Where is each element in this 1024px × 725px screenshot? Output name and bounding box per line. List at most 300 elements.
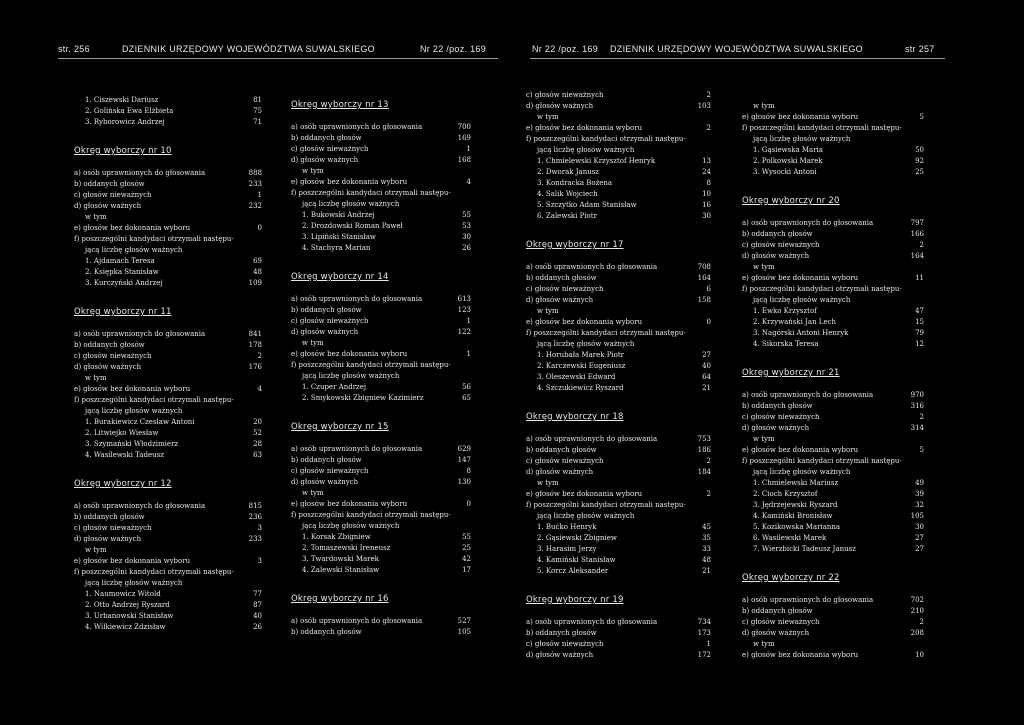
result-value: 172: [697, 651, 711, 659]
candidate-votes: 109: [248, 279, 262, 287]
result-value: 734: [697, 618, 711, 626]
candidate-votes: 92: [915, 157, 924, 165]
left-header-rule: [58, 58, 498, 59]
result-label: w tym: [537, 113, 559, 121]
candidate-name: 1. Ciszewski Dariusz: [85, 96, 159, 104]
result-row: [291, 371, 471, 382]
result-label: c) głosów nieważnych: [291, 317, 369, 325]
candidate-name: 3. Oleszewski Edward: [537, 373, 616, 381]
result-row: [74, 534, 262, 545]
result-label: f) poszczególni kandydaci otrzymali następu-: [74, 568, 234, 576]
right-header-rule: [530, 58, 945, 59]
result-label: a) osób uprawnionych do głosowania: [526, 618, 658, 626]
result-row: [291, 133, 471, 144]
result-row: [291, 466, 471, 477]
district-heading: Okręg wyborczy nr 20: [742, 196, 840, 206]
candidate-name: 3. Ryborowicz Andrzej: [85, 118, 165, 126]
candidate-votes: 40: [253, 612, 262, 620]
candidate-votes: 25: [915, 168, 924, 176]
candidate-name: 2. Drozdowski Roman Paweł: [302, 222, 403, 230]
result-label: jącą liczbę głosów ważnych: [537, 512, 635, 520]
result-row: [291, 122, 471, 133]
candidate-votes: 50: [915, 146, 924, 154]
result-row: [291, 499, 471, 510]
result-label: e) głosów bez dokonania wyboru: [74, 224, 191, 232]
result-value: 232: [248, 202, 262, 210]
result-row: [74, 212, 262, 223]
result-label: b) oddanych głosów: [742, 607, 813, 615]
candidate-votes: 55: [462, 211, 471, 219]
result-value: 168: [457, 156, 471, 164]
result-label: e) głosów bez dokonania wyboru: [742, 446, 859, 454]
candidate-name: 1. Bukowski Andrzej: [302, 211, 375, 219]
candidate-name: 2. Księpka Stanisław: [85, 268, 159, 276]
spacer: [74, 84, 262, 95]
candidate-row: [74, 95, 262, 106]
district-heading: Okręg wyborczy nr 13: [291, 100, 389, 110]
candidate-name: 4. Kamiński Bronisław: [753, 512, 833, 520]
result-row: [291, 155, 471, 166]
result-label: c) głosów nieważnych: [742, 241, 820, 249]
result-label: b) oddanych głosów: [526, 446, 597, 454]
result-label: b) oddanych głosów: [526, 274, 597, 282]
result-value: 164: [697, 274, 711, 282]
candidate-row: [74, 611, 262, 622]
candidate-votes: 48: [253, 268, 262, 276]
result-row: [74, 190, 262, 201]
result-label: e) głosów bez dokonania wyboru: [742, 651, 859, 659]
candidate-row: [74, 417, 262, 428]
candidate-votes: 27: [915, 534, 924, 542]
candidate-votes: 56: [462, 383, 471, 391]
result-label: w tym: [85, 374, 107, 382]
candidate-votes: 27: [702, 351, 711, 359]
result-row: [742, 628, 924, 639]
result-row: [526, 628, 711, 639]
candidate-row: [291, 532, 471, 543]
result-label: a) osób uprawnionych do głosowania: [291, 123, 423, 131]
result-label: jącą liczbę głosów ważnych: [302, 522, 400, 530]
candidate-row: [742, 317, 924, 328]
district-heading: Okręg wyborczy nr 17: [526, 240, 624, 250]
candidate-row: [74, 117, 262, 128]
candidate-row: [742, 489, 924, 500]
result-label: w tym: [302, 339, 324, 347]
district-heading: Okręg wyborczy nr 12: [74, 479, 172, 489]
result-row: [291, 477, 471, 488]
candidate-name: 3. Lipiński Stanisław: [302, 233, 376, 241]
result-row: [526, 284, 711, 295]
candidate-row: [742, 306, 924, 317]
candidate-name: 3. Wysocki Antoni: [753, 168, 817, 176]
result-row: [742, 240, 924, 251]
candidate-name: 1. Naumowicz Witold: [85, 590, 161, 598]
result-label: d) głosów ważnych: [74, 363, 142, 371]
candidate-name: 4. Stachyra Marian: [302, 244, 371, 252]
candidate-votes: 55: [462, 533, 471, 541]
result-value: 3: [257, 557, 262, 565]
result-row: [526, 317, 711, 328]
result-row: [526, 489, 711, 500]
candidate-votes: 87: [253, 601, 262, 609]
result-row: [526, 134, 711, 145]
candidate-name: 3. Urbanowski Stanisław: [85, 612, 174, 620]
result-label: f) poszczególni kandydaci otrzymali następu-: [74, 235, 234, 243]
result-value: 1: [466, 350, 471, 358]
result-label: b) oddanych głosów: [291, 628, 362, 636]
candidate-row: [74, 267, 262, 278]
candidate-votes: 105: [910, 512, 924, 520]
candidate-row: [74, 589, 262, 600]
candidate-row: [74, 439, 262, 450]
candidate-name: 2. Litwiejko Wiesław: [85, 429, 159, 437]
result-row: [291, 488, 471, 499]
result-value: 700: [457, 123, 471, 131]
result-row: [742, 134, 924, 145]
result-row: [291, 166, 471, 177]
district-heading: Okręg wyborczy nr 16: [291, 594, 389, 604]
candidate-row: [74, 450, 262, 461]
result-value: 629: [457, 445, 471, 453]
candidate-votes: 24: [702, 168, 711, 176]
result-row: [74, 168, 262, 179]
candidate-name: 4. Wilkiewicz Zdzisław: [85, 623, 166, 631]
result-value: 166: [910, 230, 924, 238]
result-row: [74, 351, 262, 362]
result-label: a) osób uprawnionych do głosowania: [742, 219, 874, 227]
candidate-name: 7. Wierzbicki Tadeusz Janusz: [753, 545, 856, 553]
result-row: [526, 511, 711, 522]
district-heading: Okręg wyborczy nr 10: [74, 146, 172, 156]
candidate-name: 2. Krzywański Jan Lech: [753, 318, 837, 326]
result-row: [526, 306, 711, 317]
result-row: [526, 467, 711, 478]
candidate-row: [74, 622, 262, 633]
candidate-votes: 71: [253, 118, 262, 126]
result-row: [291, 338, 471, 349]
candidate-row: [291, 382, 471, 393]
result-label: f) poszczególni kandydaci otrzymali następu-: [526, 329, 686, 337]
result-value: 316: [910, 402, 924, 410]
spacer: [742, 90, 924, 101]
result-row: [291, 316, 471, 327]
result-label: jącą liczbę głosów ważnych: [537, 340, 635, 348]
result-label: w tym: [85, 546, 107, 554]
result-row: [74, 340, 262, 351]
result-row: [742, 112, 924, 123]
district-heading: Okręg wyborczy nr 18: [526, 412, 624, 422]
candidate-row: [291, 565, 471, 576]
result-label: w tym: [302, 489, 324, 497]
column-1: [74, 84, 262, 633]
candidate-row: [291, 554, 471, 565]
candidate-row: [526, 555, 711, 566]
result-row: [742, 595, 924, 606]
candidate-row: [742, 145, 924, 156]
result-label: e) głosów bez dokonania wyboru: [526, 318, 643, 326]
result-value: 169: [457, 134, 471, 142]
result-label: d) głosów ważnych: [291, 156, 359, 164]
result-row: [742, 412, 924, 423]
result-value: 2: [706, 124, 711, 132]
result-row: [74, 234, 262, 245]
result-row: [291, 144, 471, 155]
result-label: jącą liczbę głosów ważnych: [753, 296, 851, 304]
result-value: 210: [910, 607, 924, 615]
candidate-votes: 26: [253, 623, 262, 631]
right-journal-title: DZIENNIK URZĘDOWY WOJEWÓDZTWA SUWALSKIEGO: [610, 44, 863, 54]
column-4: [742, 90, 924, 661]
candidate-votes: 81: [253, 96, 262, 104]
result-row: [74, 578, 262, 589]
candidate-row: [742, 167, 924, 178]
result-row: [291, 455, 471, 466]
result-value: 164: [910, 252, 924, 260]
candidate-votes: 52: [253, 429, 262, 437]
result-label: b) oddanych głosów: [291, 456, 362, 464]
result-label: c) głosów nieważnych: [74, 524, 152, 532]
result-label: b) oddanych głosów: [291, 306, 362, 314]
result-label: b) oddanych głosów: [74, 341, 145, 349]
result-row: [526, 328, 711, 339]
result-row: [526, 262, 711, 273]
candidate-row: [291, 543, 471, 554]
result-value: 236: [248, 513, 262, 521]
result-row: [74, 201, 262, 212]
result-row: [291, 199, 471, 210]
candidate-row: [742, 156, 924, 167]
result-label: f) poszczególni kandydaci otrzymali następu-: [742, 285, 902, 293]
result-value: 123: [457, 306, 471, 314]
result-label: w tym: [302, 167, 324, 175]
result-label: f) poszczególni kandydaci otrzymali następu-: [526, 135, 686, 143]
candidate-votes: 8: [706, 179, 711, 187]
result-value: 5: [919, 446, 924, 454]
result-label: c) głosów nieważnych: [742, 413, 820, 421]
result-row: [526, 145, 711, 156]
result-value: 11: [915, 274, 924, 282]
result-row: [742, 390, 924, 401]
candidate-name: 4. Wasilewski Tadeusz: [85, 451, 164, 459]
candidate-votes: 16: [702, 201, 711, 209]
result-label: c) głosów nieważnych: [74, 352, 152, 360]
candidate-votes: 63: [253, 451, 262, 459]
candidate-votes: 30: [915, 523, 924, 531]
result-row: [742, 617, 924, 628]
result-label: f) poszczególni kandydaci otrzymali następu-: [291, 361, 451, 369]
candidate-row: [74, 428, 262, 439]
candidate-name: 4. Zalewski Stanisław: [302, 566, 380, 574]
result-label: d) głosów ważnych: [291, 328, 359, 336]
result-value: 122: [457, 328, 471, 336]
result-value: 8: [466, 467, 471, 475]
result-value: 6: [706, 285, 711, 293]
district-heading: Okręg wyborczy nr 19: [526, 595, 624, 605]
district-heading: Okręg wyborczy nr 11: [74, 307, 172, 317]
candidate-name: 6. Zalewski Piotr: [537, 212, 597, 220]
result-value: 173: [697, 629, 711, 637]
candidate-votes: 25: [462, 544, 471, 552]
result-label: jącą liczbę głosów ważnych: [85, 407, 183, 415]
result-row: [742, 218, 924, 229]
result-value: 314: [910, 424, 924, 432]
result-row: [742, 123, 924, 134]
candidate-name: 2. Smykowski Zbigniew Kazimierz: [302, 394, 424, 402]
candidate-votes: 30: [462, 233, 471, 241]
result-value: 184: [697, 468, 711, 476]
result-row: [74, 545, 262, 556]
candidate-name: 2. Golińska Ewa Elżbieta: [85, 107, 174, 115]
result-row: [526, 295, 711, 306]
candidate-name: 6. Wasilewski Marek: [753, 534, 827, 542]
result-row: [74, 556, 262, 567]
result-label: c) głosów nieważnych: [526, 457, 604, 465]
candidate-name: 3. Kondracka Bożena: [537, 179, 613, 187]
candidate-name: 2. Gąsiewski Zbigniew: [537, 534, 617, 542]
left-issue-ref: Nr 22 /poz. 169: [420, 44, 487, 54]
result-label: jącą liczbę głosów ważnych: [753, 135, 851, 143]
candidate-row: [526, 167, 711, 178]
result-value: 4: [466, 178, 471, 186]
result-row: [526, 273, 711, 284]
candidate-name: 4. Kamiński Stanisław: [537, 556, 616, 564]
candidate-votes: 45: [702, 523, 711, 531]
result-label: e) głosów bez dokonania wyboru: [526, 124, 643, 132]
candidate-name: 1. Horubała Marek Piotr: [537, 351, 625, 359]
result-row: [742, 434, 924, 445]
candidate-votes: 26: [462, 244, 471, 252]
candidate-votes: 15: [915, 318, 924, 326]
candidate-row: [291, 210, 471, 221]
candidate-row: [291, 232, 471, 243]
result-label: a) osób uprawnionych do głosowania: [74, 502, 206, 510]
result-row: [526, 339, 711, 350]
candidate-votes: 13: [702, 157, 711, 165]
result-value: 5: [919, 113, 924, 121]
candidate-votes: 27: [915, 545, 924, 553]
candidate-votes: 47: [915, 307, 924, 315]
candidate-row: [74, 256, 262, 267]
candidate-name: 2. Dworak Janusz: [537, 168, 599, 176]
result-row: [526, 112, 711, 123]
result-label: jącą liczbę głosów ważnych: [302, 372, 400, 380]
result-row: [526, 456, 711, 467]
candidate-name: 1. Korsak Zbigniew: [302, 533, 371, 541]
result-row: [742, 273, 924, 284]
result-value: 208: [910, 629, 924, 637]
result-value: 970: [910, 391, 924, 399]
result-row: [742, 423, 924, 434]
result-row: [74, 395, 262, 406]
result-label: a) osób uprawnionych do głosowania: [291, 617, 423, 625]
result-row: [291, 521, 471, 532]
candidate-votes: 21: [702, 567, 711, 575]
result-value: 178: [248, 341, 262, 349]
candidate-votes: 20: [253, 418, 262, 426]
candidate-row: [526, 544, 711, 555]
candidate-name: 5. Korcz Aleksander: [537, 567, 609, 575]
candidate-row: [526, 178, 711, 189]
result-label: f) poszczególni kandydaci otrzymali następu-: [526, 501, 686, 509]
candidate-name: 3. Szymański Włodzimierz: [85, 440, 179, 448]
result-row: [74, 384, 262, 395]
result-value: 2: [257, 352, 262, 360]
candidate-votes: 28: [253, 440, 262, 448]
right-issue-ref: Nr 22 /poz. 169: [532, 44, 599, 54]
result-row: [74, 512, 262, 523]
result-row: [742, 295, 924, 306]
candidate-row: [291, 221, 471, 232]
candidate-name: 1. Burakiewicz Czesław Antoni: [85, 418, 195, 426]
column-3: [526, 90, 711, 661]
candidate-votes: 30: [702, 212, 711, 220]
result-label: b) oddanych głosów: [742, 230, 813, 238]
result-row: [742, 229, 924, 240]
result-label: e) głosów bez dokonania wyboru: [742, 274, 859, 282]
result-row: [742, 639, 924, 650]
candidate-row: [526, 361, 711, 372]
candidate-row: [526, 211, 711, 222]
result-row: [526, 650, 711, 661]
result-label: e) głosów bez dokonania wyboru: [74, 557, 191, 565]
candidate-name: 2. Otto Andrzej Ryszard: [85, 601, 170, 609]
candidate-name: 3. Kurczyński Andrzej: [85, 279, 163, 287]
district-heading: Okręg wyborczy nr 21: [742, 368, 840, 378]
candidate-votes: 42: [462, 555, 471, 563]
result-value: 2: [706, 457, 711, 465]
result-row: [526, 639, 711, 650]
result-row: [742, 456, 924, 467]
candidate-row: [74, 278, 262, 289]
candidate-name: 3. Twardowski Marek: [302, 555, 379, 563]
result-label: b) oddanych głosów: [74, 180, 145, 188]
candidate-votes: 77: [253, 590, 262, 598]
district-heading: Okręg wyborczy nr 14: [291, 272, 389, 282]
result-label: c) głosów nieważnych: [526, 91, 604, 99]
result-row: [742, 606, 924, 617]
result-value: 130: [457, 478, 471, 486]
result-row: [742, 445, 924, 456]
result-value: 797: [910, 219, 924, 227]
result-label: f) poszczególni kandydaci otrzymali następu-: [291, 189, 451, 197]
result-label: c) głosów nieważnych: [526, 640, 604, 648]
candidate-name: 1. Czuper Andrzej: [302, 383, 367, 391]
candidate-row: [74, 600, 262, 611]
result-value: 2: [919, 413, 924, 421]
candidate-votes: 64: [702, 373, 711, 381]
result-label: a) osób uprawnionych do głosowania: [742, 391, 874, 399]
candidate-votes: 32: [915, 501, 924, 509]
candidate-votes: 33: [702, 545, 711, 553]
district-heading: Okręg wyborczy nr 15: [291, 422, 389, 432]
candidate-votes: 48: [702, 556, 711, 564]
result-value: 0: [257, 224, 262, 232]
candidate-row: [742, 478, 924, 489]
candidate-row: [742, 522, 924, 533]
candidate-row: [526, 383, 711, 394]
result-value: 158: [697, 296, 711, 304]
result-row: [291, 188, 471, 199]
right-page-number: str 257: [905, 44, 935, 54]
result-value: 708: [697, 263, 711, 271]
candidate-name: 1. Bućko Henryk: [537, 523, 597, 531]
result-label: b) oddanych głosów: [526, 629, 597, 637]
candidate-votes: 39: [915, 490, 924, 498]
result-label: d) głosów ważnych: [526, 651, 594, 659]
result-label: e) głosów bez dokonania wyboru: [74, 385, 191, 393]
candidate-name: 1. Chmielewski Krzysztof Henryk: [537, 157, 656, 165]
result-label: a) osób uprawnionych do głosowania: [526, 435, 658, 443]
